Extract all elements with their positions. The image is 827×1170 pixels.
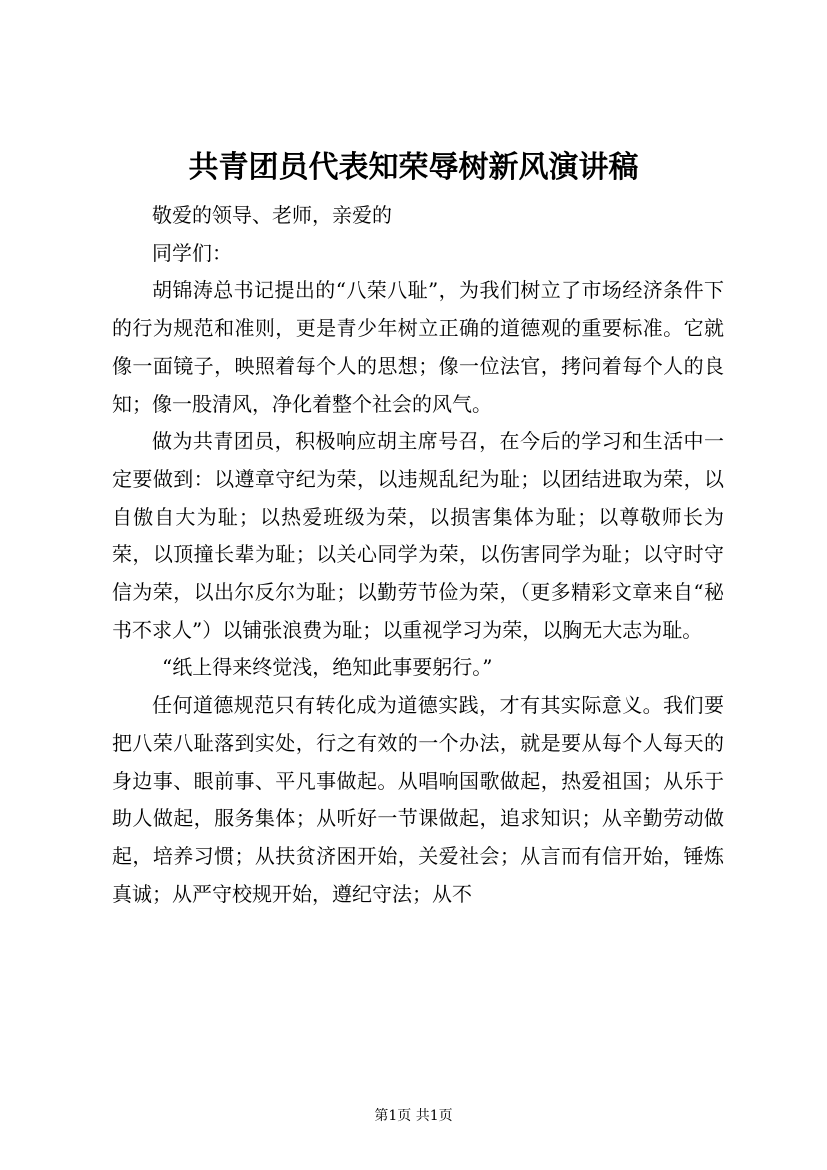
salutation-line-2: 同学们： (152, 240, 232, 265)
paragraph-practice: 任何道德规范只有转化成为道德实践，才有其实际意义。我们要把八荣八耻落到实处，行之有效的一个办法，就是要从每个人每天的身边事、眼前事、平凡事做起。从唱响国歌做起，热爱祖国；从乐于助人做起，服务集体；从听好一节课做起，追求知识；从辛勤劳动做起，培养习惯；从扶贫济困开始，关爱社会；从言而有信开始，锤炼真诚；从严守校规开始，遵纪守法；从不 (112, 693, 724, 906)
page-number-footer: 第1页 共1页 (374, 1108, 453, 1124)
quote-line: “纸上得来终觉浅，绝知此事要躬行。” (162, 655, 493, 680)
document-title: 共青团员代表知荣辱树新风演讲稿 (188, 150, 639, 185)
document-body (112, 197, 724, 913)
salutation-line-1: 敬爱的领导、老师，亲爱的 (152, 203, 392, 227)
paragraph-pledge: 做为共青团员，积极响应胡主席号召，在今后的学习和生活中一定要做到：以遵章守纪为荣，以违规乱纪为耻；以团结进取为荣，以自傲自大为耻；以热爱班级为荣，以损害集体为耻；以尊敬师长为荣，以顶撞长辈为耻；以关心同学为荣，以伤害同学为耻；以守时守信为荣，以出尔反尔为耻；以勤劳节俭为荣，（更多精彩文章来自“秘书不求人”）以铺张浪费为耻；以重视学习为荣，以胸无大志为耻。 (112, 429, 724, 642)
paragraph-principles: 胡锦涛总书记提出的“八荣八耻”，为我们树立了市场经济条件下的行为规范和准则，更是青少年树立正确的道德观的重要标准。它就像一面镜子，映照着每个人的思想；像一位法官，拷问着每个人的良知；像一股清风，净化着整个社会的风气。 (112, 278, 724, 416)
